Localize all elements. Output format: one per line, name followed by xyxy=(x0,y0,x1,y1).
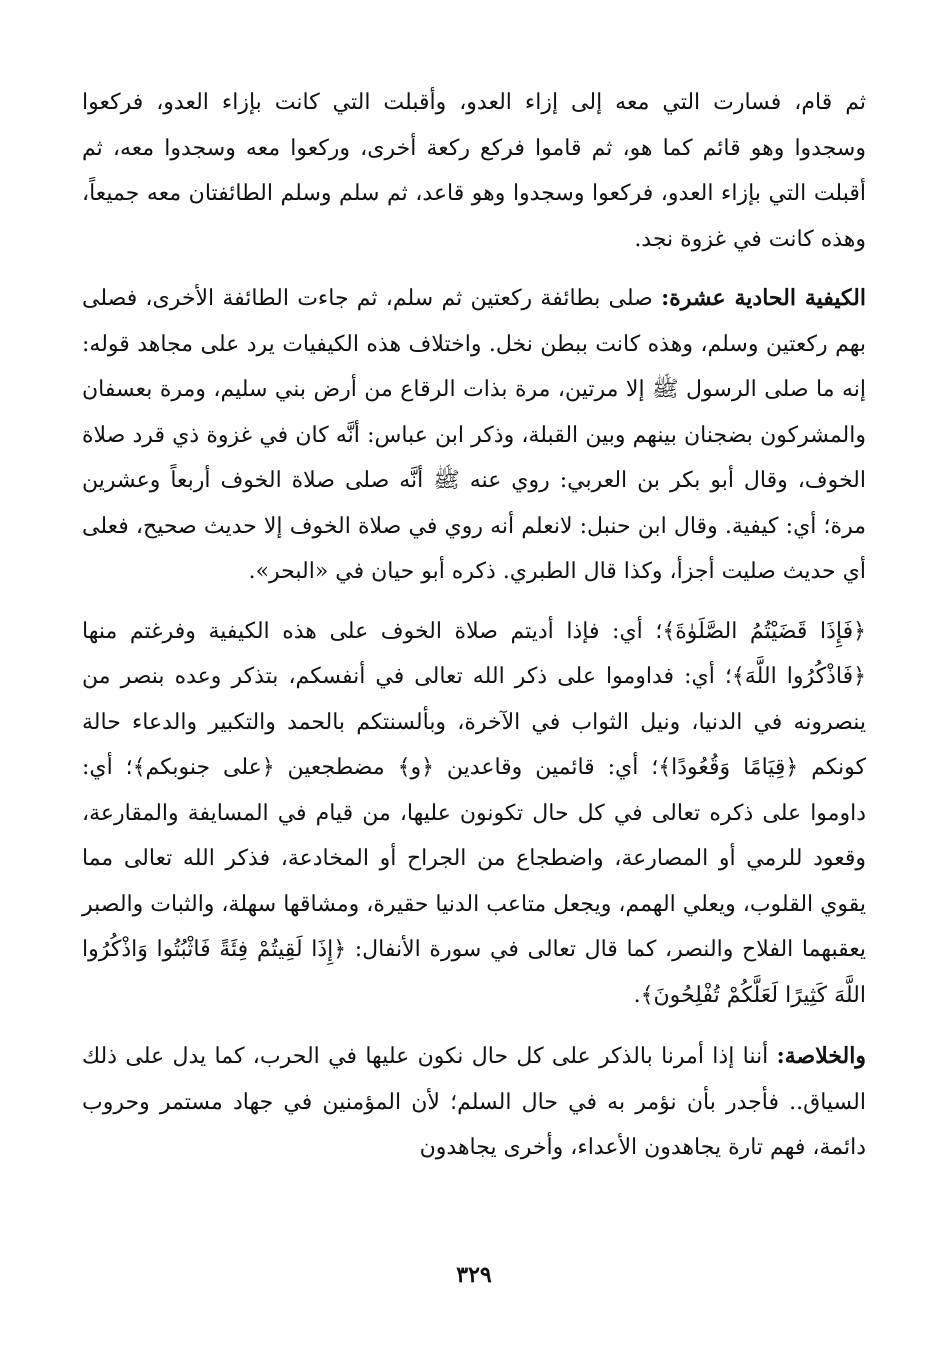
paragraph-1 xyxy=(82,80,866,262)
paragraph-2-lead: الكيفية الحادية عشرة: xyxy=(661,285,866,311)
paragraph-3-text: ﴿فَإِذَا قَضَيْتُمُ الصَّلَوٰةَ﴾؛ أي: فإذا أديتم صلاة الخوف على هذه الكيفية وفرغتم منها ﴿فَاذْكُرُوا اللَّهَ﴾؛ أي: فداوموا على ذكر الله تعالى في أنفسكم، بتذكر وعده بنصر من ينصرونه في الدنيا، ونيل الثواب في الآخرة، وبألسنتكم بالحمد والتكبير والدعاء حالة كونكم ﴿قِيَامًا وَقُعُودًا﴾؛ أي: قائمين وقاعدين ﴿و﴾ مضطجعين ﴿على جنوبكم﴾؛ أي: داوموا على ذكره تعالى في كل حال تكونون عليها، من قيام في المسايفة والمقارعة، وقعود للرمي أو المصارعة، واضطجاع من الجراح أو المخادعة، فذكر الله تعالى مما يقوي القلوب، ويعلي الهمم، ويجعل متاعب الدنيا حقيرة، ومشاقها سهلة، والثبات والصبر يعقبهما الفلاح والنصر، كما قال تعالى في سورة الأنفال: ﴿إِذَا لَقِيتُمْ فِئَةً فَاثْبُتُوا وَاذْكُرُوا اللَّهَ كَثِيرًا لَعَلَّكُمْ تُفْلِحُونَ﴾. xyxy=(82,618,866,1008)
page-number: ٣٢٩ xyxy=(456,1262,492,1288)
paragraph-4-lead: والخلاصة: xyxy=(776,1043,866,1069)
paragraph-2-text: صلى بطائفة ركعتين ثم سلم، ثم جاءت الطائفة الأخرى، فصلى بهم ركعتين وسلم، وهذه كانت ببطن نخل. واختلاف هذه الكيفيات يرد على مجاهد قوله: إنه ما صلى الرسول ﷺ إلا مرتين، مرة بذات الرقاع من أرض بني سليم، ومرة بعسفان والمشركون بضجنان بينهم وبين القبلة، وذكر ابن عباس: أنَّه كان في غزوة ذي قرد صلاة الخوف، وقال أبو بكر بن العربي: روي عنه ﷺ أنَّه صلى صلاة الخوف أربعاً وعشرين مرة؛ أي: كيفية. وقال ابن حنبل: لانعلم أنه روي في صلاة الخوف إلا حديث صحيح، فعلى أي حديث صليت أجزأ، وكذا قال الطبري. ذكره أبو حيان في «البحر». xyxy=(82,286,866,584)
paragraph-2 xyxy=(82,276,866,595)
paragraph-3 xyxy=(82,609,866,1019)
paragraph-4-text: أننا إذا أمرنا بالذكر على كل حال نكون عليها في الحرب، كما يدل على ذلك السياق.. فأجدر بأن نؤمر به في حال السلم؛ لأن المؤمنين في جهاد مستمر وحروب دائمة، فهم تارة يجاهدون الأعداء، وأخرى يجاهدون xyxy=(82,1044,866,1160)
paragraph-4 xyxy=(82,1034,866,1171)
page-body xyxy=(82,80,866,1171)
paragraph-1-text: ثم قام، فسارت التي معه إلى إزاء العدو، وأقبلت التي كانت بإزاء العدو، فركعوا وسجدوا وهو قائم كما هو، ثم قاموا فركع ركعة أخرى، وركعوا معه وسجدوا معه، ثم أقبلت التي بإزاء العدو، فركعوا وسجدوا وهو قاعد، ثم سلم وسلم الطائفتان معه جميعاً، وهذه كانت في غزوة نجد. xyxy=(82,90,866,252)
